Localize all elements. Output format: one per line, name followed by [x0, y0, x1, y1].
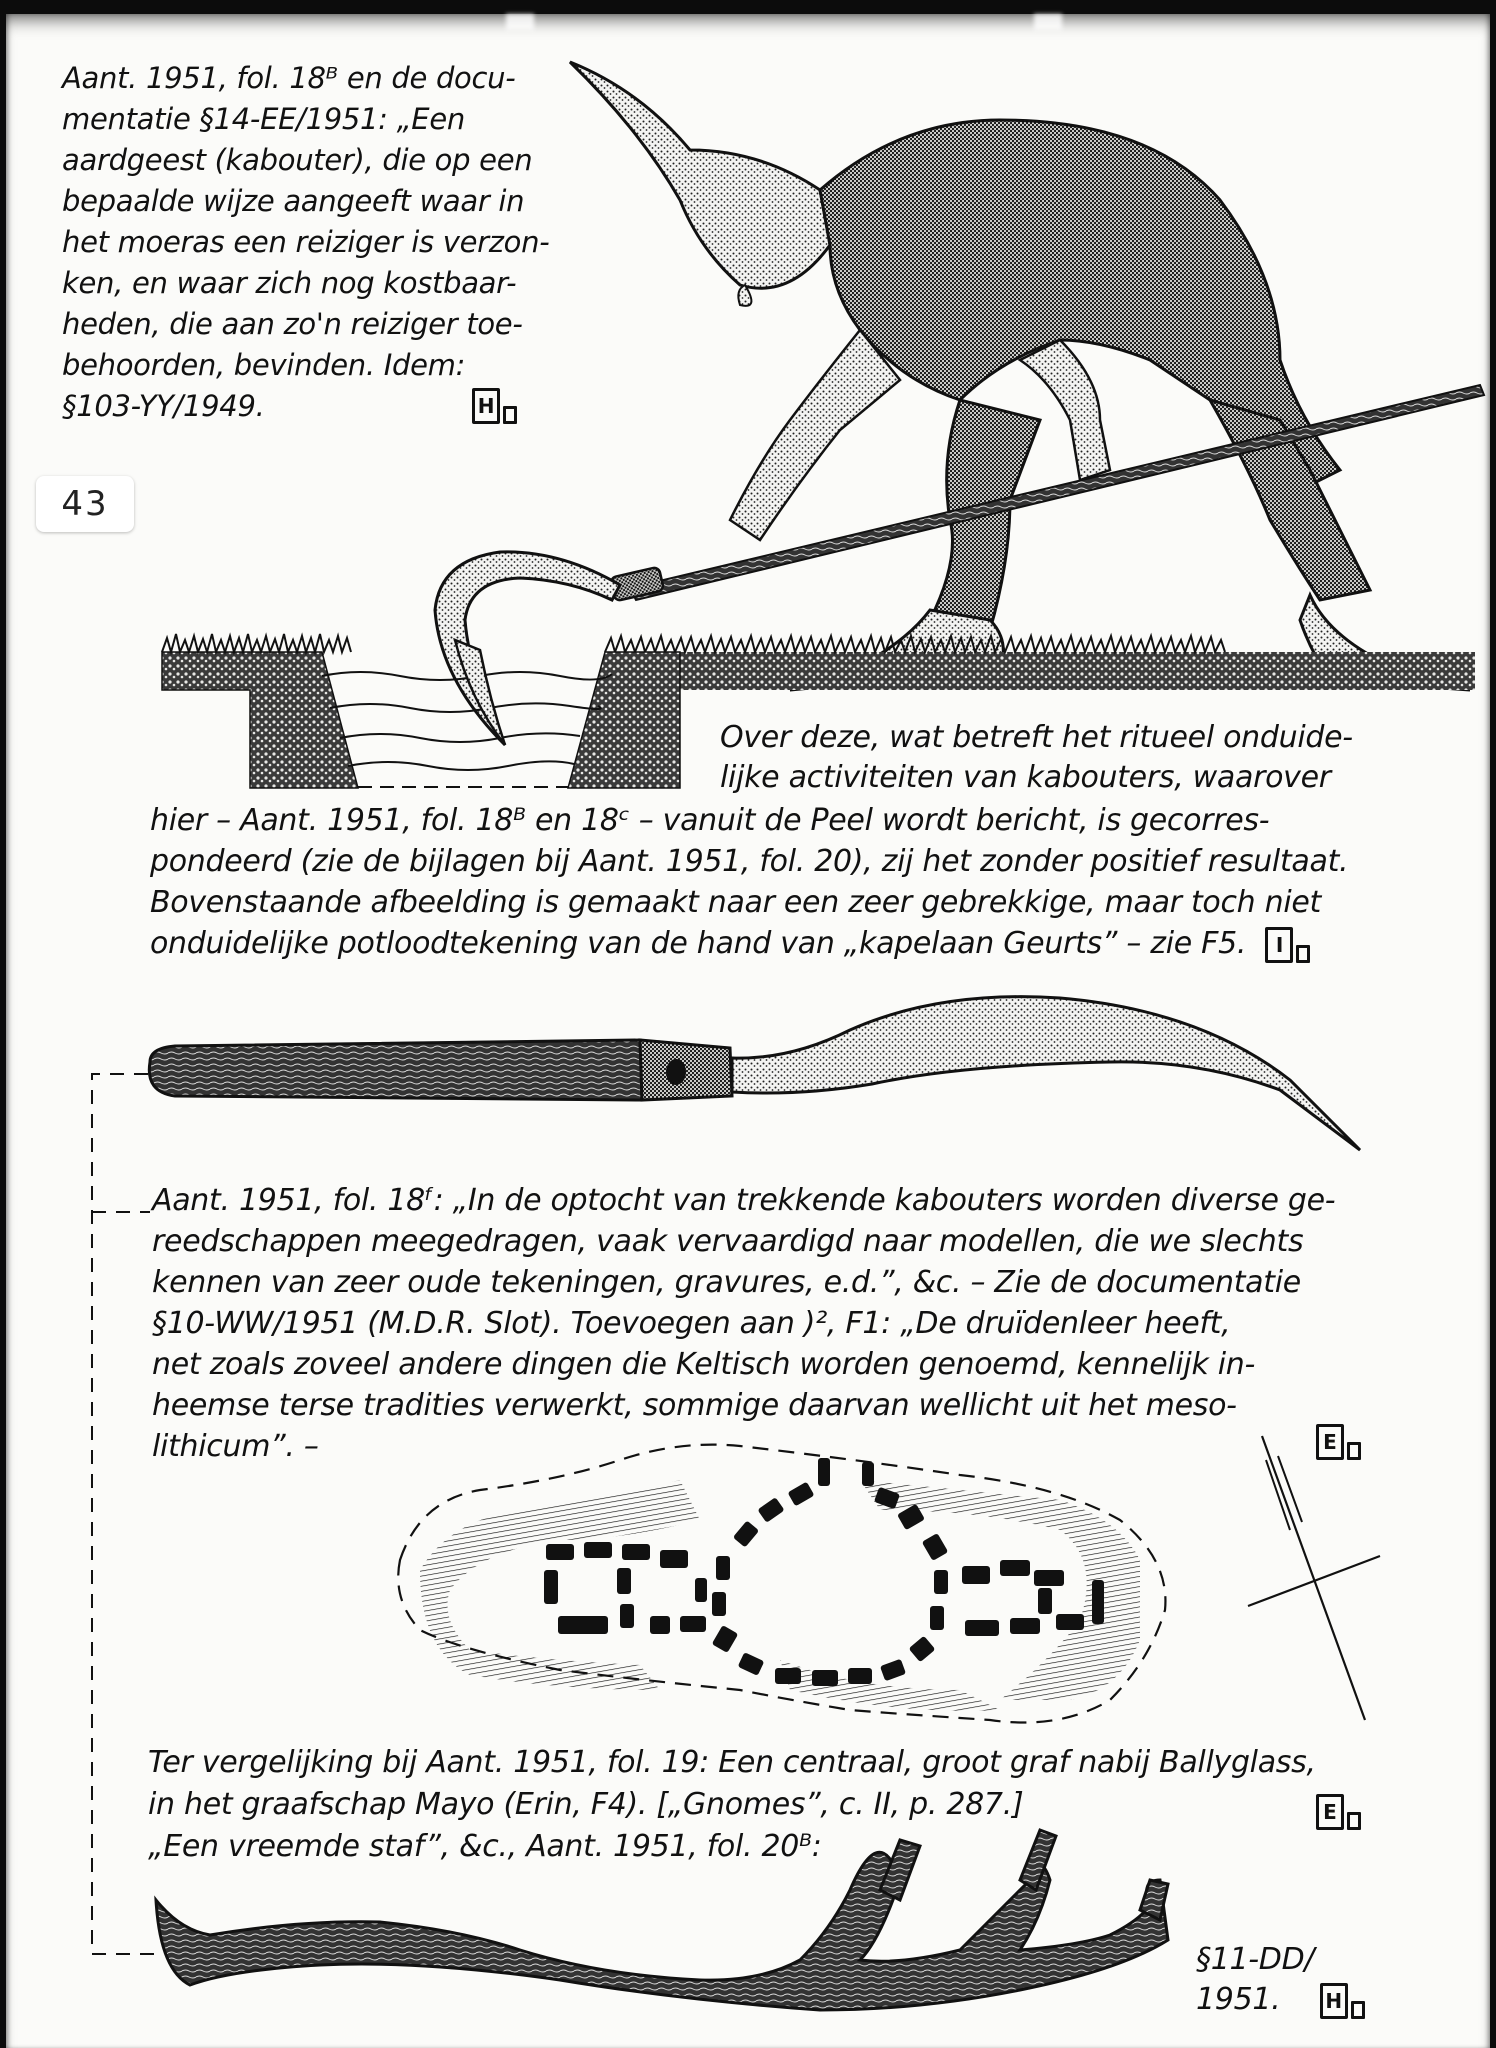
text-line: Over deze, wat betreft het ritueel onduide- [720, 720, 1353, 755]
archive-stamp-e: E [1316, 1424, 1361, 1460]
archive-stamp-h: H [1320, 1983, 1365, 2019]
text-line: lijke activiteiten van kabouters, waarover [720, 760, 1331, 795]
text-line: §10-WW/1951 (M.D.R. Slot). Toevoegen aan )², F1: „De druïdenleer heeft, [152, 1306, 1231, 1341]
text-line: Aant. 1951, fol. 18ᶠ: „In de optocht van trekkende kabouters worden diverse ge- [152, 1183, 1336, 1218]
text-line: heden, die aan zo'n reiziger toe- [62, 307, 523, 341]
text-line: „Een vreemde staf”, &c., Aant. 1951, fol. 20ᴮ: [148, 1829, 822, 1864]
text-line: Ter vergelijking bij Aant. 1951, fol. 19: Een centraal, groot graf nabij Ballyglass, [148, 1745, 1316, 1780]
text-line: Aant. 1951, fol. 18ᴮ en de docu- [62, 61, 516, 95]
text-line: aardgeest (kabouter), die op een [62, 143, 533, 177]
text-block-reference-footer [1196, 1940, 1365, 2020]
text-line: bepaalde wijze aangeeft waar in [62, 184, 525, 218]
text-line: Bovenstaande afbeelding is gemaakt naar een zeer gebrekkige, maar toch niet [150, 885, 1321, 920]
text-line: §11-DD/ [1196, 1942, 1315, 1977]
text-line: pondeerd (zie de bijlagen bij Aant. 1951, fol. 20), zij het zonder positief resultaat. [150, 844, 1349, 879]
archive-stamp-h: H [472, 388, 517, 424]
text-line: 1951. H [1196, 1980, 1365, 2020]
text-line: net zoals zoveel andere dingen die Keltisch worden genoemd, kennelijk in- [152, 1347, 1256, 1382]
page-number: 43 [36, 476, 134, 532]
text-line: heemse terse tradities verwerkt, sommige daarvan wellicht uit het meso- [152, 1388, 1237, 1423]
text-line: onduidelijke potloodtekening van de hand van „kapelaan Geurts” – zie F5. I [150, 923, 1348, 964]
text-line: het moeras een reiziger is verzon- [62, 225, 550, 259]
text-line: hier – Aant. 1951, fol. 18ᴮ en 18ᶜ – vanuit de Peel wordt bericht, is gecorres- [150, 803, 1270, 838]
text-line: reedschappen meegedragen, vaak vervaardigd naar modellen, die we slechts [152, 1224, 1304, 1259]
archive-stamp-i: I [1265, 927, 1310, 963]
text-line: lithicum”. – [152, 1429, 319, 1464]
text-line: behoorden, bevinden. Idem: [62, 348, 466, 382]
text-line: ken, en waar zich nog kostbaar- [62, 266, 517, 300]
text-line: in het graafschap Mayo (Erin, F4). [„Gnomes”, c. II, p. 287.] [148, 1787, 1024, 1822]
text-line: kennen van zeer oude tekeningen, gravures, e.d.”, &c. – Zie de documentatie [152, 1265, 1301, 1300]
text-line: mentatie §14-EE/1951: „Een [62, 102, 465, 136]
text-line: §103-YY/1949. H [62, 386, 549, 427]
archive-stamp-e: E [1316, 1794, 1361, 1830]
